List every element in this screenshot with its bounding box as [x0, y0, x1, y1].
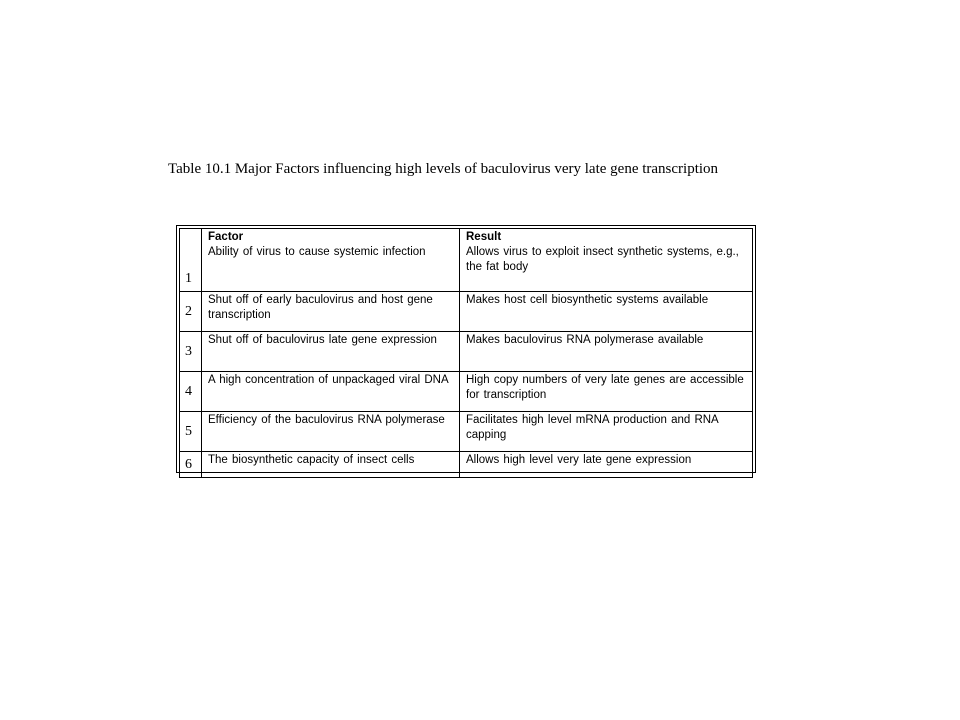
- row-number: 2: [180, 292, 202, 332]
- row-number: 5: [180, 412, 202, 452]
- factors-table-frame: [176, 225, 756, 473]
- factors-table: [179, 228, 753, 478]
- factor-cell: Efficiency of the baculovirus RNA polymerase: [202, 412, 460, 452]
- factor-column-header: Factor: [208, 231, 244, 243]
- row-number: 1: [180, 229, 202, 292]
- table-row: [180, 372, 753, 412]
- factor-cell: [202, 229, 460, 292]
- result-text: Allows virus to exploit insect synthetic systems, e.g., the fat body: [466, 246, 739, 273]
- table-row: [180, 332, 753, 372]
- result-cell: Makes host cell biosynthetic systems available: [460, 292, 753, 332]
- result-cell: High copy numbers of very late genes are accessible for transcription: [460, 372, 753, 412]
- factor-cell: A high concentration of unpackaged viral DNA: [202, 372, 460, 412]
- result-column-header: Result: [466, 231, 502, 243]
- row-number: 3: [180, 332, 202, 372]
- row-number: 4: [180, 372, 202, 412]
- result-cell: Allows high level very late gene expression: [460, 452, 753, 478]
- factor-cell: Shut off of early baculovirus and host gene transcription: [202, 292, 460, 332]
- table-row: [180, 229, 753, 292]
- result-cell: [460, 229, 753, 292]
- table-row: [180, 412, 753, 452]
- table-caption: Table 10.1 Major Factors influencing high levels of baculovirus very late gene transcription: [168, 161, 719, 177]
- result-cell: Facilitates high level mRNA production and RNA capping: [460, 412, 753, 452]
- factor-text: Ability of virus to cause systemic infection: [208, 246, 426, 258]
- row-number: 6: [180, 452, 202, 478]
- result-cell: Makes baculovirus RNA polymerase available: [460, 332, 753, 372]
- table-row: [180, 452, 753, 478]
- factor-cell: The biosynthetic capacity of insect cells: [202, 452, 460, 478]
- table-row: [180, 292, 753, 332]
- factor-cell: Shut off of baculovirus late gene expression: [202, 332, 460, 372]
